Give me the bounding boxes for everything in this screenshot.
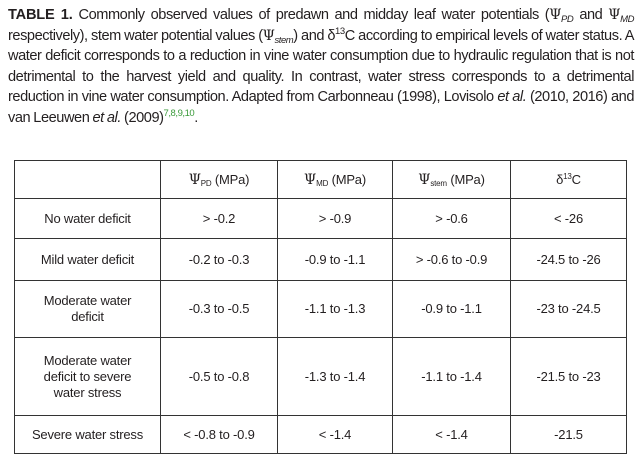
cell-delta-13c: < -26 — [511, 199, 627, 239]
water-status-table — [14, 160, 627, 454]
header-psi-pd: $\Psi_{PD}$ (MPa) — [161, 161, 278, 199]
row-label: Severe water stress — [15, 416, 161, 454]
cell-delta-13c: -21.5 — [511, 416, 627, 454]
caption-text: (2009) — [120, 109, 164, 126]
cell-psi-stem: > -0.6 — [393, 199, 511, 239]
caption-text: C according to empirical levels of water status. A water deficit corresponds to a reduction in vine water consumption due to hydraulic regulation that is not detrimental to the harvest yield and quality. In contrast, water stress corresponds to a detrimental reduction in vine water consumption. Adapted from Carbonneau (1998), Lovisolo — [8, 27, 634, 106]
cell-delta-13c: -23 to -24.5 — [511, 281, 627, 338]
table-row — [15, 416, 627, 454]
table-row — [15, 239, 627, 281]
caption-text: (2010, 2016) and van Leeuwen — [8, 89, 634, 126]
cell-psi-md: < -1.4 — [278, 416, 393, 454]
header-psi-md: $\Psi_{MD}$ (MPa) — [278, 161, 393, 199]
row-label: Moderate water deficit — [15, 281, 161, 338]
table-caption — [8, 5, 634, 129]
caption-text: Commonly observed values of predawn and midday leaf water potentials ( — [72, 7, 550, 23]
table-row — [15, 281, 627, 338]
cell-psi-stem: < -1.4 — [393, 416, 511, 454]
cell-delta-13c: -21.5 to -23 — [511, 338, 627, 416]
cell-psi-md: -1.1 to -1.3 — [278, 281, 393, 338]
md-subscript: MD — [620, 14, 634, 25]
table-row — [15, 199, 627, 239]
caption-text: ) and δ — [293, 27, 336, 44]
table-row — [15, 338, 627, 416]
et-al: et al. — [92, 109, 121, 126]
row-label: No water deficit — [15, 199, 161, 239]
psi-symbol: Ψ — [262, 27, 275, 44]
cell-psi-md: -1.3 to -1.4 — [278, 338, 393, 416]
cell-psi-stem: > -0.6 to -0.9 — [393, 239, 511, 281]
header-row — [15, 161, 627, 199]
caption-text: . — [194, 109, 198, 126]
header-delta-13c: $\delta^{13}C$ — [511, 161, 627, 199]
header-empty — [15, 161, 161, 199]
psi-symbol: Ψ — [608, 7, 621, 23]
cell-psi-pd: > -0.2 — [161, 199, 278, 239]
cell-psi-stem: -1.1 to -1.4 — [393, 338, 511, 416]
reference-links[interactable]: 7,8,9,10 — [163, 107, 195, 119]
cell-psi-md: -0.9 to -1.1 — [278, 239, 393, 281]
cell-psi-pd: < -0.8 to -0.9 — [161, 416, 278, 454]
caption-text: and — [573, 7, 609, 23]
row-label: Mild water deficit — [15, 239, 161, 281]
cell-psi-pd: -0.2 to -0.3 — [161, 239, 278, 281]
stem-subscript: stem — [274, 34, 294, 46]
header-psi-stem: $\Psi_{stem}$ (MPa) — [393, 161, 511, 199]
caption-text: respectively), stem water potential values ( — [8, 27, 263, 44]
isotope-superscript: 13 — [335, 25, 345, 37]
cell-psi-md: > -0.9 — [278, 199, 393, 239]
table-label: TABLE 1. — [8, 7, 73, 23]
pd-subscript: PD — [561, 14, 574, 25]
et-al: et al. — [497, 89, 527, 106]
psi-symbol: Ψ — [549, 7, 562, 23]
row-label: Moderate water deficit to severe water stress — [15, 338, 161, 416]
cell-delta-13c: -24.5 to -26 — [511, 239, 627, 281]
cell-psi-pd: -0.5 to -0.8 — [161, 338, 278, 416]
cell-psi-stem: -0.9 to -1.1 — [393, 281, 511, 338]
cell-psi-pd: -0.3 to -0.5 — [161, 281, 278, 338]
